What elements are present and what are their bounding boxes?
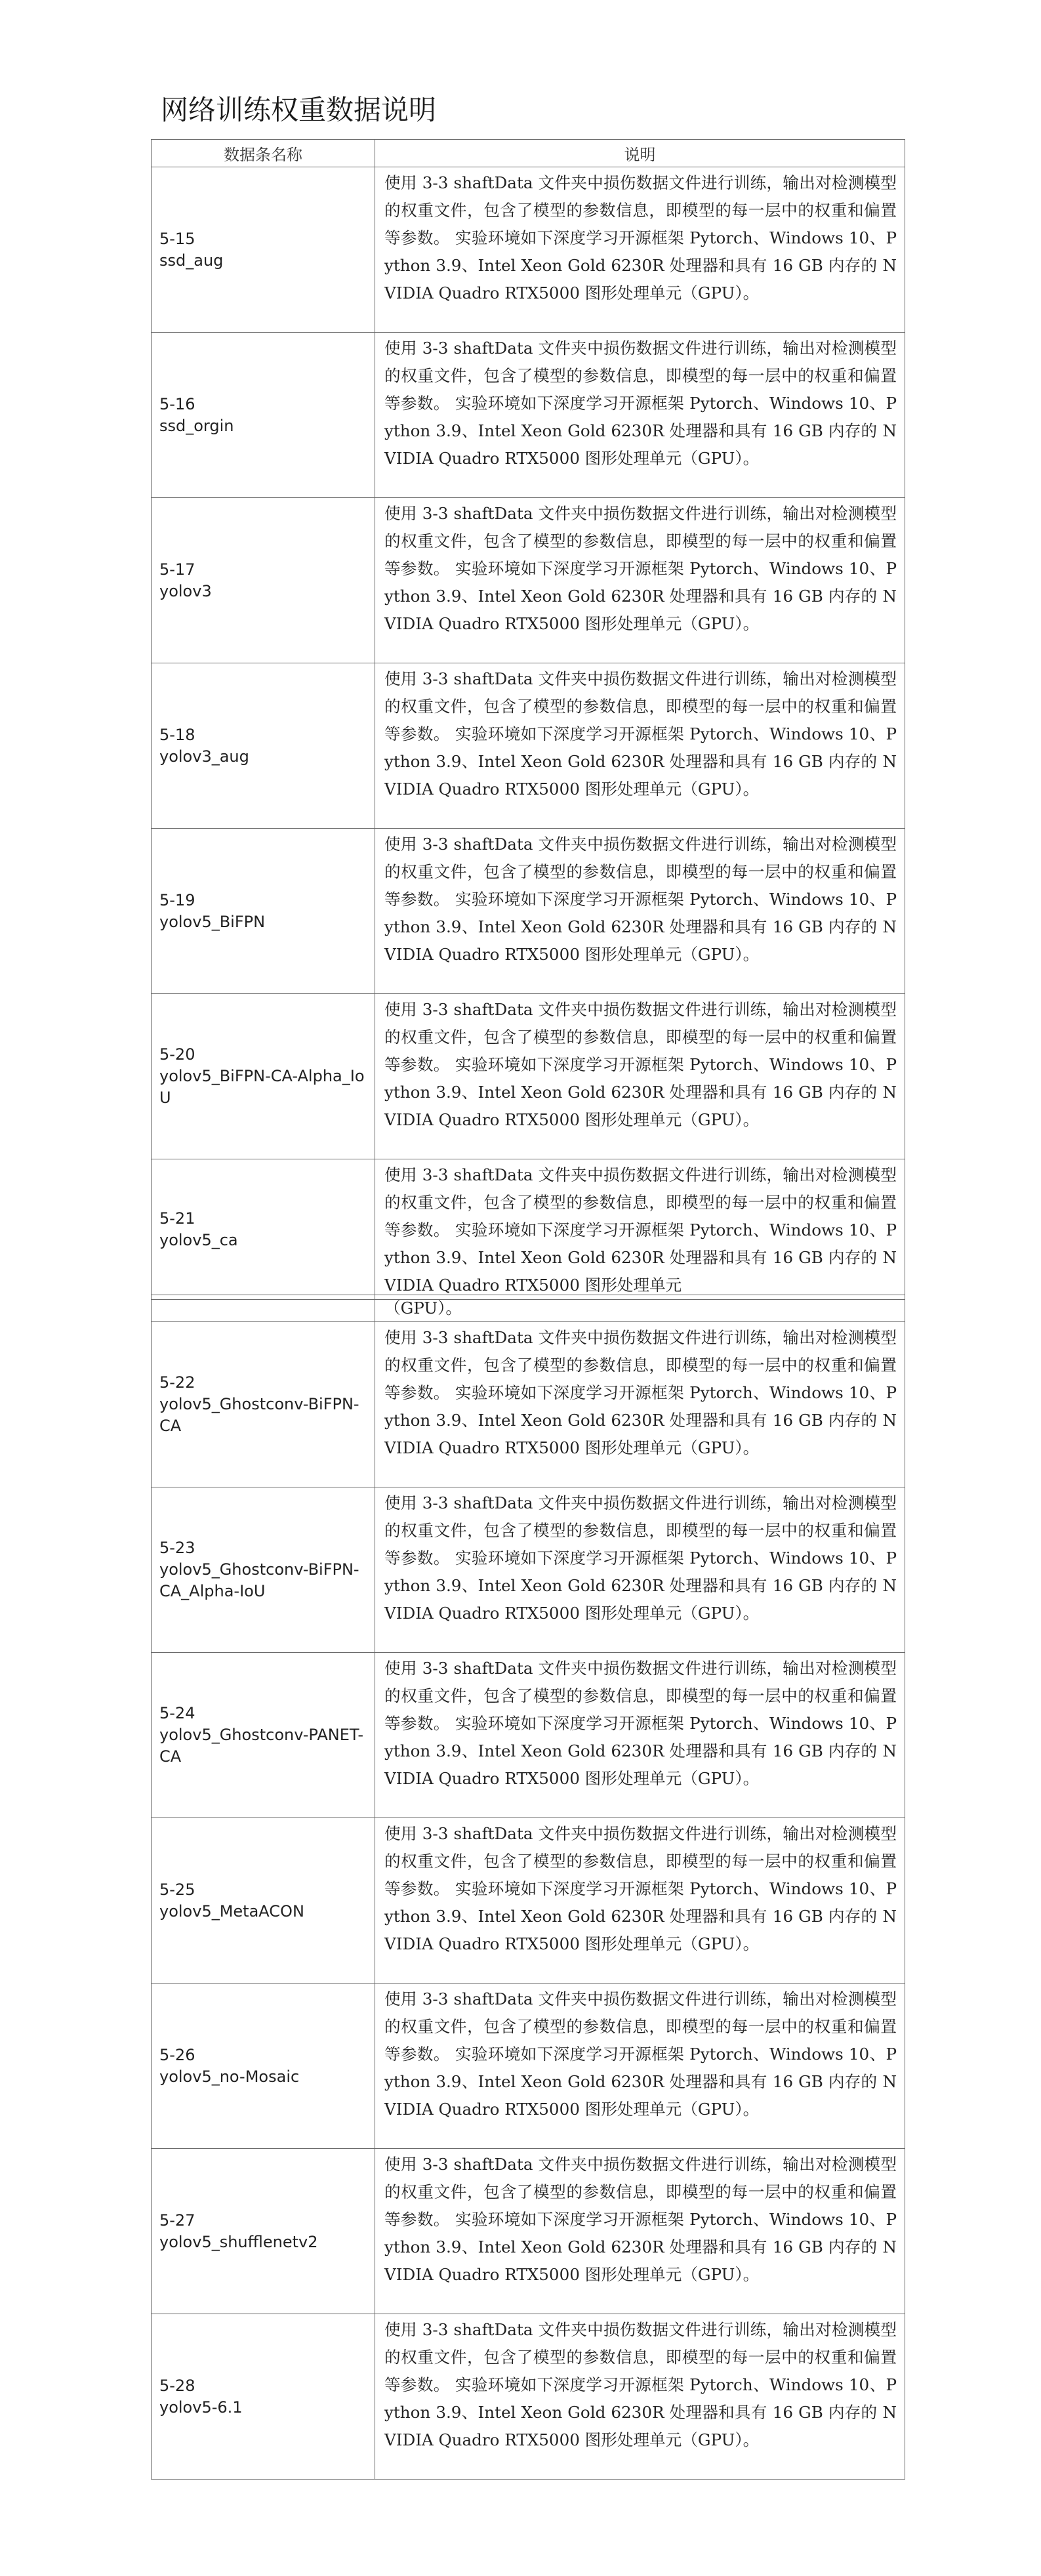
data-item-name-cell <box>152 1487 375 1653</box>
data-item-name-cell <box>152 1818 375 1984</box>
data-item-id: 5-19 <box>159 890 195 909</box>
data-item-description-cell <box>375 1159 905 1300</box>
data-item-description: 使用 3-3 shaftData 文件夹中损伤数据文件进行训练，输出对检测模型的权重文件，包含了模型的参数信息，即模型的每一层中的权重和偏置等参数。 实验环境如下深度学习开源框架 Pytorch、Windows 10、Python 3.9、Intel Xeon Gold 6230R 处理器和具有 16 GB 内存的 NVIDIA Quadro RTX5000 图形处理单元（GPU）。 <box>384 2155 897 2284</box>
data-item-description: 使用 3-3 shaftData 文件夹中损伤数据文件进行训练，输出对检测模型的权重文件，包含了模型的参数信息，即模型的每一层中的权重和偏置等参数。 实验环境如下深度学习开源框架 Pytorch、Windows 10、Python 3.9、Intel Xeon Gold 6230R 处理器和具有 16 GB 内存的 NVIDIA Quadro RTX5000 图形处理单元（GPU）。 <box>384 2320 897 2449</box>
data-item-name-cell <box>152 1984 375 2149</box>
data-item-name: yolov3_aug <box>159 747 249 766</box>
data-item-name: yolov5_Ghostconv-BiFPN-CA <box>159 1395 359 1435</box>
table-row <box>152 1159 905 1300</box>
description-continuation: （GPU）。 <box>375 1295 905 1322</box>
data-item-name-cell <box>152 663 375 829</box>
data-item-description-cell <box>375 498 905 663</box>
data-item-description-cell <box>375 1322 905 1487</box>
data-item-id: 5-15 <box>159 229 195 248</box>
table-body-part-1 <box>152 167 905 1300</box>
table-row <box>152 1818 905 1984</box>
data-item-name: yolov5_Ghostconv-BiFPN-CA_Alpha-IoU <box>159 1560 359 1600</box>
data-item-id: 5-23 <box>159 1539 195 1557</box>
data-item-name: yolov5_BiFPN <box>159 912 266 931</box>
empty-name-cell <box>152 1295 375 1322</box>
table-row <box>152 498 905 663</box>
table-row <box>152 2149 905 2314</box>
data-item-name: yolov3 <box>159 581 212 600</box>
data-item-name: yolov5_Ghostconv-PANET-CA <box>159 1726 364 1766</box>
table-row <box>152 994 905 1159</box>
data-item-id: 5-21 <box>159 1209 195 1228</box>
data-item-description: 使用 3-3 shaftData 文件夹中损伤数据文件进行训练，输出对检测模型的权重文件，包含了模型的参数信息，即模型的每一层中的权重和偏置等参数。 实验环境如下深度学习开源框架 Pytorch、Windows 10、Python 3.9、Intel Xeon Gold 6230R 处理器和具有 16 GB 内存的 NVIDIA Quadro RTX5000 图形处理单元（GPU）。 <box>384 1328 897 1457</box>
data-item-name-cell <box>152 2149 375 2314</box>
data-item-name-cell <box>152 1653 375 1818</box>
table-body-part-2 <box>152 1295 905 2480</box>
data-item-name-cell <box>152 1322 375 1487</box>
data-item-id: 5-22 <box>159 1373 195 1392</box>
data-item-description-cell <box>375 1984 905 2149</box>
table-row <box>152 1653 905 1818</box>
data-item-name: yolov5_ca <box>159 1230 238 1249</box>
data-item-name-cell <box>152 498 375 663</box>
data-item-description: 使用 3-3 shaftData 文件夹中损伤数据文件进行训练，输出对检测模型的权重文件，包含了模型的参数信息，即模型的每一层中的权重和偏置等参数。 实验环境如下深度学习开源框架 Pytorch、Windows 10、Python 3.9、Intel Xeon Gold 6230R 处理器和具有 16 GB 内存的 NVIDIA Quadro RTX5000 图形处理单元（GPU）。 <box>384 1659 897 1788</box>
data-item-name-cell <box>152 333 375 498</box>
data-item-description: 使用 3-3 shaftData 文件夹中损伤数据文件进行训练，输出对检测模型的权重文件，包含了模型的参数信息，即模型的每一层中的权重和偏置等参数。 实验环境如下深度学习开源框架 Pytorch、Windows 10、Python 3.9、Intel Xeon Gold 6230R 处理器和具有 16 GB 内存的 NVIDIA Quadro RTX5000 图形处理单元（GPU）。 <box>384 1824 897 1953</box>
data-item-name: yolov5_MetaACON <box>159 1901 304 1921</box>
data-item-description-cell <box>375 2314 905 2480</box>
data-item-id: 5-18 <box>159 725 195 744</box>
data-item-description-cell <box>375 994 905 1159</box>
table-row <box>152 1322 905 1487</box>
data-item-description-cell <box>375 1653 905 1818</box>
data-item-description-cell <box>375 663 905 829</box>
data-item-name: yolov5-6.1 <box>159 2398 243 2417</box>
data-item-id: 5-26 <box>159 2045 195 2064</box>
data-item-name: yolov5_shufflenetv2 <box>159 2232 318 2251</box>
data-item-name-cell <box>152 167 375 333</box>
data-item-description-cell <box>375 167 905 333</box>
data-item-description: 使用 3-3 shaftData 文件夹中损伤数据文件进行训练，输出对检测模型的权重文件，包含了模型的参数信息，即模型的每一层中的权重和偏置等参数。 实验环境如下深度学习开源框架 Pytorch、Windows 10、Python 3.9、Intel Xeon Gold 6230R 处理器和具有 16 GB 内存的 NVIDIA Quadro RTX5000 图形处理单元（GPU）。 <box>384 1989 897 2119</box>
data-item-name-cell <box>152 1159 375 1300</box>
weights-table-continued <box>151 1295 905 2480</box>
table-row <box>152 663 905 829</box>
data-item-description: 使用 3-3 shaftData 文件夹中损伤数据文件进行训练，输出对检测模型的权重文件，包含了模型的参数信息，即模型的每一层中的权重和偏置等参数。 实验环境如下深度学习开源框架 Pytorch、Windows 10、Python 3.9、Intel Xeon Gold 6230R 处理器和具有 16 GB 内存的 NVIDIA Quadro RTX5000 图形处理单元 <box>384 1165 897 1295</box>
table-row <box>152 829 905 994</box>
data-item-description-cell <box>375 2149 905 2314</box>
table-row <box>152 1487 905 1653</box>
data-item-name: ssd_aug <box>159 251 224 270</box>
data-item-description: 使用 3-3 shaftData 文件夹中损伤数据文件进行训练，输出对检测模型的权重文件，包含了模型的参数信息，即模型的每一层中的权重和偏置等参数。 实验环境如下深度学习开源框架 Pytorch、Windows 10、Python 3.9、Intel Xeon Gold 6230R 处理器和具有 16 GB 内存的 NVIDIA Quadro RTX5000 图形处理单元（GPU）。 <box>384 339 897 468</box>
data-item-id: 5-27 <box>159 2211 195 2230</box>
data-item-id: 5-16 <box>159 394 195 413</box>
data-item-description: 使用 3-3 shaftData 文件夹中损伤数据文件进行训练，输出对检测模型的权重文件，包含了模型的参数信息，即模型的每一层中的权重和偏置等参数。 实验环境如下深度学习开源框架 Pytorch、Windows 10、Python 3.9、Intel Xeon Gold 6230R 处理器和具有 16 GB 内存的 NVIDIA Quadro RTX5000 图形处理单元（GPU）。 <box>384 173 897 302</box>
data-item-description: 使用 3-3 shaftData 文件夹中损伤数据文件进行训练，输出对检测模型的权重文件，包含了模型的参数信息，即模型的每一层中的权重和偏置等参数。 实验环境如下深度学习开源框架 Pytorch、Windows 10、Python 3.9、Intel Xeon Gold 6230R 处理器和具有 16 GB 内存的 NVIDIA Quadro RTX5000 图形处理单元（GPU）。 <box>384 669 897 799</box>
data-item-description: 使用 3-3 shaftData 文件夹中损伤数据文件进行训练，输出对检测模型的权重文件，包含了模型的参数信息，即模型的每一层中的权重和偏置等参数。 实验环境如下深度学习开源框架 Pytorch、Windows 10、Python 3.9、Intel Xeon Gold 6230R 处理器和具有 16 GB 内存的 NVIDIA Quadro RTX5000 图形处理单元（GPU）。 <box>384 835 897 964</box>
table-row-continuation <box>152 1295 905 1322</box>
data-item-description-cell <box>375 333 905 498</box>
data-item-description: 使用 3-3 shaftData 文件夹中损伤数据文件进行训练，输出对检测模型的权重文件，包含了模型的参数信息，即模型的每一层中的权重和偏置等参数。 实验环境如下深度学习开源框架 Pytorch、Windows 10、Python 3.9、Intel Xeon Gold 6230R 处理器和具有 16 GB 内存的 NVIDIA Quadro RTX5000 图形处理单元（GPU）。 <box>384 1000 897 1129</box>
data-item-name-cell <box>152 829 375 994</box>
data-item-id: 5-28 <box>159 2376 195 2395</box>
data-item-description-cell <box>375 1818 905 1984</box>
data-item-description-cell <box>375 1487 905 1653</box>
data-item-name-cell <box>152 994 375 1159</box>
data-item-id: 5-17 <box>159 560 195 579</box>
data-item-id: 5-20 <box>159 1045 195 1064</box>
weights-table <box>151 139 905 1300</box>
data-item-description: 使用 3-3 shaftData 文件夹中损伤数据文件进行训练，输出对检测模型的权重文件，包含了模型的参数信息，即模型的每一层中的权重和偏置等参数。 实验环境如下深度学习开源框架 Pytorch、Windows 10、Python 3.9、Intel Xeon Gold 6230R 处理器和具有 16 GB 内存的 NVIDIA Quadro RTX5000 图形处理单元（GPU）。 <box>384 1493 897 1623</box>
page-title: 网络训练权重数据说明 <box>161 94 437 126</box>
table-header-row <box>152 140 905 167</box>
table-row <box>152 2314 905 2480</box>
data-item-name: yolov5_BiFPN-CA-Alpha_IoU <box>159 1067 365 1107</box>
data-item-id: 5-25 <box>159 1880 195 1899</box>
header-name: 数据条名称 <box>152 140 375 167</box>
data-item-name: yolov5_no-Mosaic <box>159 2067 300 2086</box>
data-item-name: ssd_orgin <box>159 416 234 435</box>
data-item-description: 使用 3-3 shaftData 文件夹中损伤数据文件进行训练，输出对检测模型的权重文件，包含了模型的参数信息，即模型的每一层中的权重和偏置等参数。 实验环境如下深度学习开源框架 Pytorch、Windows 10、Python 3.9、Intel Xeon Gold 6230R 处理器和具有 16 GB 内存的 NVIDIA Quadro RTX5000 图形处理单元（GPU）。 <box>384 504 897 633</box>
table-row <box>152 1984 905 2149</box>
table-row <box>152 333 905 498</box>
table-row <box>152 167 905 333</box>
header-description: 说明 <box>375 140 905 167</box>
data-item-description-cell <box>375 829 905 994</box>
data-item-id: 5-24 <box>159 1704 195 1722</box>
data-item-name-cell <box>152 2314 375 2480</box>
